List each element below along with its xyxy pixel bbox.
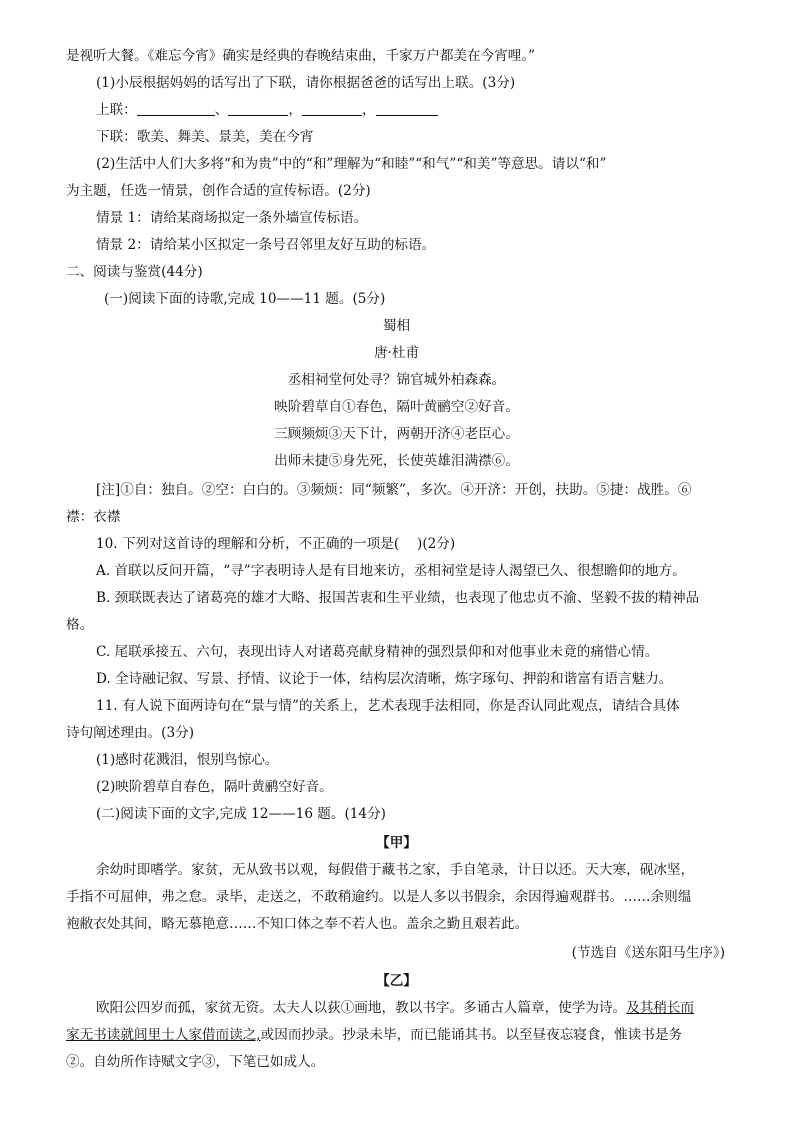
option-b: B. 颈联既表达了诸葛亮的雄才大略、报国苦衷和生平业绩，也表现了他忠贞不渝、坚毅不拔的精神品 [96, 590, 700, 606]
subsection-heading: (一)阅读下面的诗歌,完成 10——11 题。(5分) [104, 291, 386, 307]
passage-yi-text [66, 1025, 682, 1045]
poem-line: 映阶碧草自①春色，隔叶黄鹂空②好音。 [274, 399, 519, 415]
passage-jia-text: 手指不可屈伸，弗之怠。录毕，走送之，不敢稍逾约。以是人多以书假余，余因得遍观群书。……余则缊 [66, 889, 692, 905]
poem-title: 蜀相 [382, 318, 411, 334]
text-line: 为主题，任选一情景，创作合适的宣传标语。(2分) [66, 183, 371, 199]
passage-source: (节选自《送东阳马生序》) [571, 945, 725, 961]
poem-notes: 襟：衣襟 [66, 509, 121, 525]
separator: 、 [214, 102, 229, 118]
subsection-heading: (二)阅读下面的文字,完成 12——16 题。(14分) [96, 806, 386, 822]
text-span: 或因而抄录。抄录未毕，而已能诵其书。以至昼夜忘寝食，惟读书是务 [260, 1027, 683, 1043]
passage-yi-label: 【乙】 [376, 973, 417, 989]
question-9-2: (2)生活中人们大多将“和为贵”中的“和”理解为“和睦”“和气”“和美”等意思。请以“和” [96, 156, 607, 172]
question-9-1: (1)小辰根据妈妈的话写出了下联，请你根据爸爸的话写出上联。(3分) [96, 75, 516, 91]
section-heading: 二、阅读与鉴赏(44分) [66, 264, 203, 280]
poem-notes: [注]①自：独自。②空：白白的。③频烦：同“频繁”，多次。④开济：开创，扶助。⑤捷：战胜。⑥ [96, 482, 692, 498]
option-a: A. 首联以反问开篇，“寻”字表明诗人是有目地来访，丞相祠堂是诗人渴望已久、很想瞻仰的地方。 [96, 563, 686, 579]
poem-line: 出师未捷⑤身先死，长使英雄泪满襟⑥。 [274, 453, 519, 469]
couplet-lower-line: 下联：歌美、舞美、景美，美在今宵 [96, 129, 314, 145]
question-11: 11. 有人说下面两诗句在“景与情”的关系上，艺术表现手法相同，你是否认同此观点，请结合具体 [96, 698, 680, 714]
question-11-cont: 诗句阐述理由。(3分) [66, 725, 195, 741]
option-b-cont: 格。 [66, 617, 94, 633]
scenario-1: 情景 1：请给某商场拟定一条外墙宣传标语。 [96, 210, 368, 226]
passage-jia-text: 余幼时即嗜学。家贫，无从致书以观，每假借于藏书之家，手自笔录，计日以还。天大寒，砚冰坚， [96, 862, 695, 878]
couplet-upper-label: 上联： [96, 102, 137, 118]
passage-jia-label: 【甲】 [376, 835, 417, 851]
passage-jia-text: 袍敝衣处其间，略无慕艳意……不知口体之奉不若人也。盖余之勤且艰若此。 [66, 916, 529, 932]
passage-yi-text: ②。自幼所作诗赋文字③，下笔已如成人。 [66, 1054, 325, 1070]
text-span: 欧阳公四岁而孤，家贫无资。太夫人以荻①画地，教以书字。多诵古人篇章，使学为诗。 [96, 1000, 627, 1016]
text-line: 是视听大餐。《难忘今宵》确实是经典的春晚结束曲，千家万户都美在今宵哩。” [66, 48, 536, 64]
scenario-2: 情景 2：请给某小区拟定一条号召邻里友好互助的标语。 [96, 237, 436, 253]
separator: ， [361, 102, 376, 118]
option-d: D. 全诗融记叙、写景、抒情、议论于一体，结构层次清晰，炼字琢句、押韵和谐富有语言魅力。 [96, 671, 673, 687]
answer-blank[interactable] [228, 101, 288, 116]
couplet-upper-line [96, 100, 438, 120]
poem-author: 唐·杜甫 [373, 345, 420, 361]
verse-2: (2)映阶碧草自春色，隔叶黄鹂空好音。 [96, 779, 333, 795]
poem-line: 三顾频烦③天下计，两朝开济④老臣心。 [274, 426, 519, 442]
verse-1: (1)感时花溅泪，恨别鸟惊心。 [96, 752, 279, 768]
answer-blank[interactable] [137, 101, 215, 116]
separator: ， [288, 102, 302, 118]
passage-yi-text [96, 998, 694, 1018]
underlined-text: 家无书读就闾里士人家借而读之, [66, 1027, 261, 1043]
poem-line: 丞相祠堂何处寻？锦官城外柏森森。 [287, 372, 506, 388]
answer-blank[interactable] [302, 101, 362, 116]
option-c: C. 尾联承接五、六句，表现出诗人对诸葛亮献身精神的强烈景仰和对他事业未竟的痛惜心情。 [96, 644, 659, 660]
question-10: 10. 下列对这首诗的理解和分析，不正确的一项是( )(2分) [96, 536, 456, 552]
answer-blank[interactable] [376, 101, 438, 116]
underlined-text: 及其稍长而 [626, 1000, 695, 1016]
